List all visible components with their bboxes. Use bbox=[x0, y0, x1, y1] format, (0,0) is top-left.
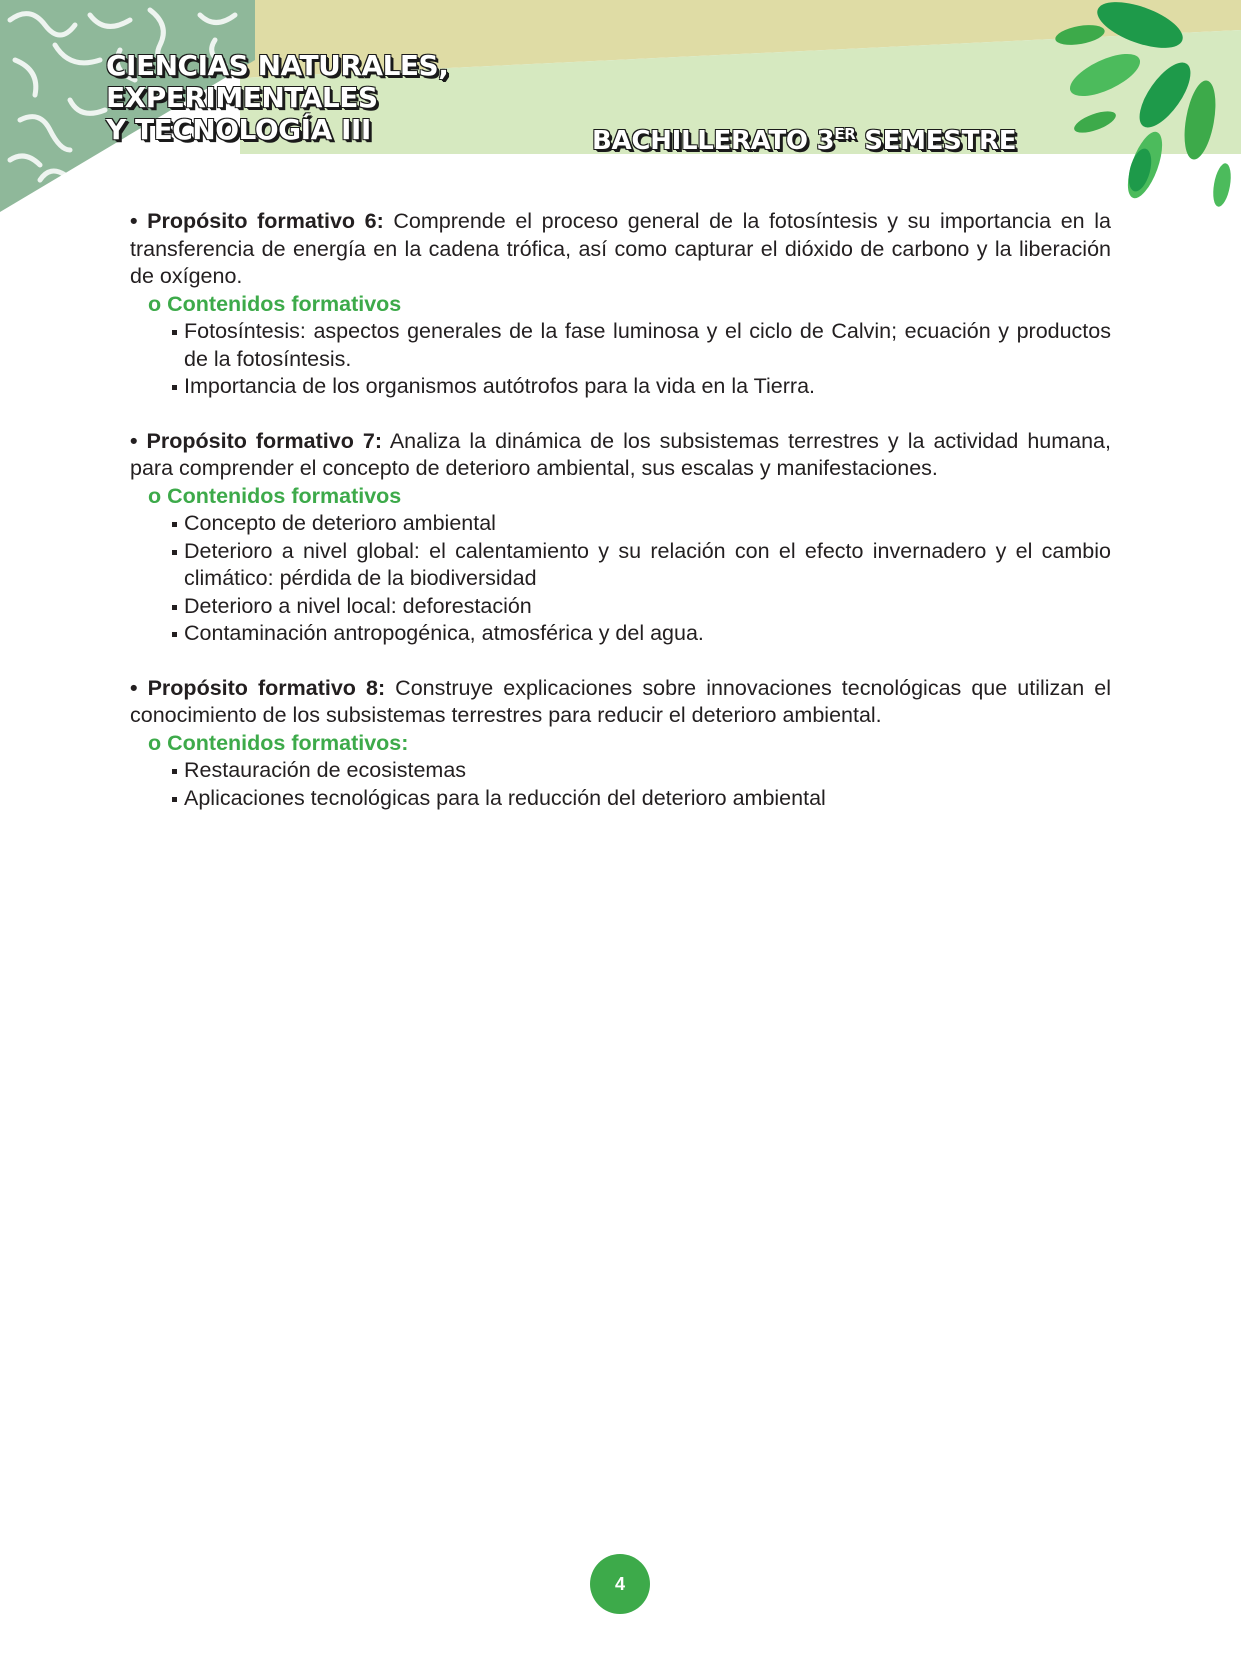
list-item: Aplicaciones tecnológicas para la reducción del deterioro ambiental bbox=[172, 785, 1111, 813]
subject-title bbox=[106, 50, 448, 146]
level-title-main: BACHILLERATO 3 bbox=[592, 126, 835, 156]
purpose-paragraph: • Propósito formativo 6: Comprende el proceso general de la fotosíntesis y su importancia en la transferencia de energía en la cadena trófica, así como capturar el dióxido de carbono y la liberación de oxígeno. bbox=[130, 209, 1111, 288]
main-content bbox=[130, 208, 1111, 839]
list-item: Deterioro a nivel global: el calentamiento y su relación con el efecto invernadero y el cambio climático: pérdida de la biodiversidad bbox=[172, 538, 1111, 593]
subject-title-line3: Y TECNOLOGÍA III bbox=[106, 113, 371, 146]
contents-list bbox=[130, 757, 1111, 812]
list-item: Contaminación antropogénica, atmosférica y del agua. bbox=[172, 620, 1111, 648]
purpose-block-8 bbox=[130, 675, 1111, 813]
level-title-sup: ER bbox=[834, 125, 856, 143]
purpose-paragraph: • Propósito formativo 8: Construye explicaciones sobre innovaciones tecnológicas que utilizan el conocimiento de los subsistemas terrestres para reducir el deterioro ambiental. bbox=[130, 675, 1111, 727]
contents-heading: o Contenidos formativos bbox=[148, 291, 402, 316]
contents-list bbox=[130, 318, 1111, 401]
list-item: Deterioro a nivel local: deforestación bbox=[172, 593, 1111, 621]
purpose-label: Propósito formativo 6: bbox=[147, 209, 384, 233]
list-item: Importancia de los organismos autótrofos para la vida en la Tierra. bbox=[172, 373, 1111, 401]
purpose-text: Construye explicaciones sobre innovaciones tecnológicas que utilizan el conocimiento de los subsistemas terrestres para reducir el deterioro ambiental. bbox=[130, 675, 1111, 727]
page-header bbox=[0, 0, 1241, 215]
level-title bbox=[592, 118, 1016, 157]
purpose-label: Propósito formativo 7: bbox=[146, 428, 382, 453]
purpose-block-7 bbox=[130, 428, 1111, 648]
subject-title-line2: EXPERIMENTALES bbox=[106, 81, 378, 114]
purpose-text: Analiza la dinámica de los subsistemas terrestres y la actividad humana, para comprender el concepto de deterioro ambiental, sus escalas y manifestaciones. bbox=[130, 428, 1111, 480]
subject-title-line1: CIENCIAS NATURALES, bbox=[106, 49, 449, 82]
purpose-block-6 bbox=[130, 208, 1111, 401]
purpose-label: Propósito formativo 8: bbox=[147, 675, 386, 700]
list-item: Concepto de deterioro ambiental bbox=[172, 510, 1111, 538]
purpose-text: Comprende el proceso general de la fotosíntesis y su importancia en la transferencia de energía en la cadena trófica, así como capturar el dióxido de carbono y la liberación de oxígeno. bbox=[130, 209, 1111, 288]
purpose-paragraph: • Propósito formativo 7: Analiza la dinámica de los subsistemas terrestres y la actividad humana, para comprender el concepto de deterioro ambiental, sus escalas y manifestaciones. bbox=[130, 428, 1111, 480]
page-number: 4 bbox=[590, 1554, 650, 1614]
contents-heading: o Contenidos formativos: bbox=[148, 730, 409, 755]
contents-list bbox=[130, 510, 1111, 648]
level-title-rest: SEMESTRE bbox=[864, 126, 1017, 156]
list-item: Restauración de ecosistemas bbox=[172, 757, 1111, 785]
list-item: Fotosíntesis: aspectos generales de la fase luminosa y el ciclo de Calvin; ecuación y productos de la fotosíntesis. bbox=[172, 318, 1111, 373]
contents-heading: o Contenidos formativos bbox=[148, 483, 402, 508]
